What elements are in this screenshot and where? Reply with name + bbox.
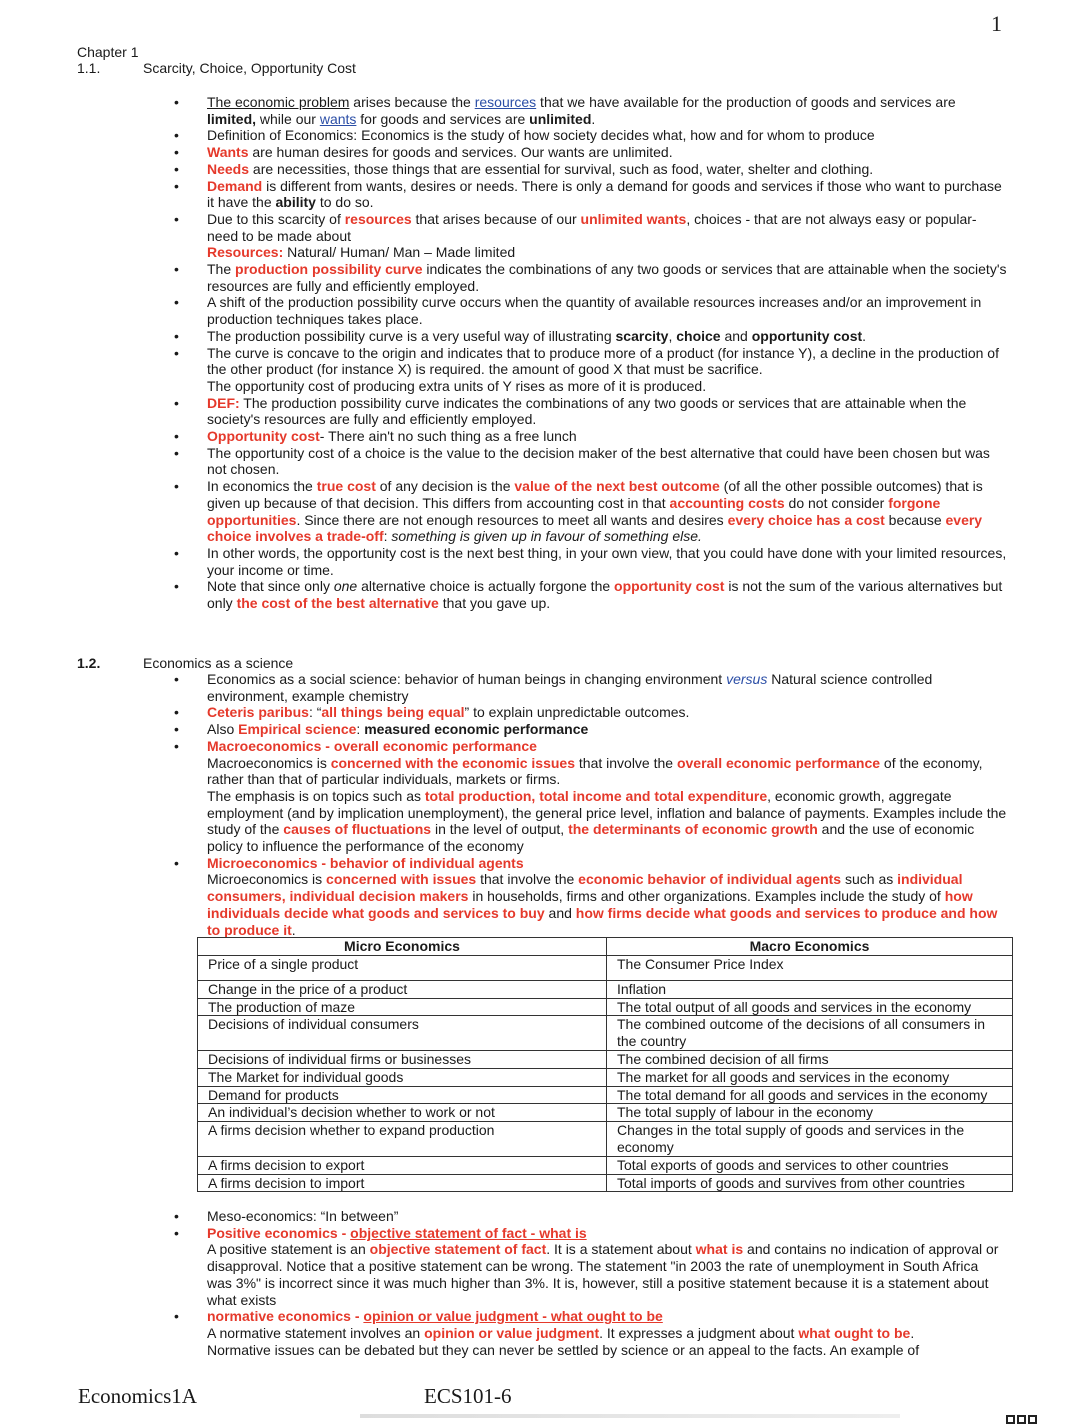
bullet-icon: • xyxy=(174,428,179,445)
table-row xyxy=(198,1122,1013,1157)
bullet-item xyxy=(174,737,1007,855)
highlighted-term: opportunity cost xyxy=(614,578,725,595)
text-run: Natural science controlled environment, example chemistry xyxy=(207,671,933,704)
text-run: that involve the xyxy=(476,871,579,888)
bullet-icon: • xyxy=(174,721,179,738)
table-header-micro: Micro Economics xyxy=(198,938,607,956)
text-run: in households, firms and other organizations. Examples include the study of xyxy=(468,888,945,905)
bullet-item xyxy=(174,394,1007,428)
underlined-highlighted-term: objective statement of fact - what is xyxy=(350,1224,587,1241)
bold-term: unlimited xyxy=(529,110,592,127)
text-run: , xyxy=(668,327,677,344)
bold-term: opportunity cost xyxy=(751,327,863,344)
bullet-icon: • xyxy=(174,854,179,871)
bullet-item xyxy=(174,671,1007,704)
text-run: Microeconomics is xyxy=(207,871,327,888)
highlighted-term: Wants xyxy=(207,144,249,161)
text-run: : “ xyxy=(308,704,322,721)
text-run: and xyxy=(544,904,576,921)
micro-cell: Change in the price of a product xyxy=(198,980,607,998)
chapter-heading: Chapter 1 xyxy=(77,44,139,60)
text-run: . xyxy=(862,327,867,344)
bullet-icon: • xyxy=(174,478,179,495)
bullet-icon: • xyxy=(174,704,179,721)
micro-cell: Demand for products xyxy=(198,1086,607,1104)
text-run: . Since there are not enough resources to meet all wants and desires xyxy=(296,511,728,528)
text-run: . xyxy=(910,1324,915,1341)
text-run: In economics the xyxy=(207,478,317,495)
highlighted-term: total production, total income and total expenditure xyxy=(424,787,768,804)
highlighted-term: Empirical science xyxy=(238,721,357,738)
bullet-item xyxy=(174,704,1007,721)
bullet-item xyxy=(174,1308,1007,1358)
text-run: A normative statement involves an xyxy=(207,1324,425,1341)
text-run: alternative choice is actually forgone the xyxy=(357,578,615,595)
text-run: Meso-economics: “In between” xyxy=(207,1208,399,1224)
bullet-icon: • xyxy=(174,1208,179,1224)
text-run: , choices - that are not always easy or popular- need to be made about xyxy=(207,210,977,244)
bullet-item xyxy=(174,428,1007,445)
underlined-highlighted-term: opinion or value judgment - what ought to be xyxy=(363,1308,663,1325)
highlighted-term: every choice has a cost xyxy=(727,511,885,528)
hyperlink[interactable]: resources xyxy=(474,94,537,110)
text-run: is not the sum of the various alternatives but only xyxy=(207,578,1003,612)
text-run: and xyxy=(720,327,752,344)
macro-cell: The total supply of labour in the economy xyxy=(607,1104,1013,1122)
table-header-macro: Macro Economics xyxy=(607,938,1013,956)
highlighted-term: individual consumers, individual decision makers xyxy=(207,871,963,905)
table-row xyxy=(198,980,1013,998)
highlighted-term: true cost xyxy=(316,478,376,495)
text-run: A positive statement is an xyxy=(207,1241,370,1258)
text-run: : xyxy=(356,721,365,738)
text-run: that arises because of our xyxy=(411,210,581,227)
italic-blue-term: versus xyxy=(726,671,768,687)
macro-cell: Total imports of goods and survives from other countries xyxy=(607,1174,1013,1192)
text-run: . It is a statement about xyxy=(546,1241,696,1258)
text-run: In other words, the opportunity cost is the next best thing, in your own view, that you could have done with your limited resources, your income or time. xyxy=(207,544,1007,578)
highlighted-term: Ceteris paribus xyxy=(207,704,309,721)
micro-cell: A firms decision whether to expand production xyxy=(198,1122,607,1157)
section-1-bullet-list xyxy=(174,94,1007,612)
text-run: (of all the other possible outcomes) that is given up because of that decision. This differs from accounting cost in that xyxy=(207,478,983,511)
bullet-icon: • xyxy=(174,210,179,227)
bullet-icon: • xyxy=(174,94,179,110)
text-run: The production possibility curve is a very useful way of illustrating xyxy=(207,327,616,344)
highlighted-term: Opportunity cost xyxy=(207,428,320,445)
highlighted-term: what is xyxy=(695,1241,744,1258)
table-row xyxy=(198,1104,1013,1122)
highlighted-term: Resources: xyxy=(207,244,284,261)
text-run: that we have available for the production of goods and services are xyxy=(536,94,956,110)
highlighted-term: unlimited wants xyxy=(580,210,687,227)
bullet-item xyxy=(174,544,1007,578)
text-run: is different from wants, desires or needs. There is only a demand for goods and services if those who want to purchase it have the xyxy=(207,177,1002,211)
bullet-icon: • xyxy=(174,327,179,344)
macro-cell: The total demand for all goods and services in the economy xyxy=(607,1086,1013,1104)
section-number: 1.1. xyxy=(77,60,101,76)
text-run: in the level of output, xyxy=(431,821,569,838)
micro-cell: An individual’s decision whether to work or not xyxy=(198,1104,607,1122)
text-run: do not consider xyxy=(784,494,889,511)
highlighted-term: economic behavior of individual agents xyxy=(578,871,842,888)
text-run: arises because the xyxy=(349,94,475,110)
bold-term: measured economic performance xyxy=(364,721,589,738)
macro-cell: The market for all goods and services in the economy xyxy=(607,1068,1013,1086)
text-run: that involve the xyxy=(575,754,677,771)
highlighted-term: production possibility curve xyxy=(235,261,423,278)
highlighted-term: accounting costs xyxy=(669,494,785,511)
highlighted-term: normative economics - xyxy=(207,1308,364,1325)
micro-cell: Decisions of individual firms or businesses xyxy=(198,1050,607,1068)
micro-cell: Decisions of individual consumers xyxy=(198,1016,607,1051)
micro-cell: The Market for individual goods xyxy=(198,1068,607,1086)
bullet-item xyxy=(174,144,1007,161)
section-2-heading xyxy=(77,655,293,672)
text-run: and the use of economic policy to influence the performance of the economy xyxy=(207,821,975,855)
highlighted-term: overall economic performance xyxy=(676,754,881,771)
text-run: of the economy, rather than that of particular individuals, markets or firms. xyxy=(207,754,983,788)
text-run: that you gave up. xyxy=(438,595,551,612)
bullet-item xyxy=(174,327,1007,345)
table-row xyxy=(198,1174,1013,1192)
macro-cell: The total output of all goods and services in the economy xyxy=(607,998,1013,1016)
highlighted-term: concerned with the economic issues xyxy=(330,754,575,771)
text-run: because xyxy=(884,511,946,528)
table-row xyxy=(198,1016,1013,1051)
highlighted-term: resources xyxy=(344,210,412,227)
bullet-icon: • xyxy=(174,177,179,194)
table-header-row xyxy=(198,938,1013,956)
highlighted-term: DEF: xyxy=(207,394,240,411)
bullet-item xyxy=(174,578,1007,612)
micro-cell: A firms decision to export xyxy=(198,1156,607,1174)
text-run: and contains no indication of approval or disapproval. Notice that a positive statement can be wrong. The statement "in 2003 the rate of unemployment in South Africa was 3%" is incorrect since it was much higher than 3%. It is, however, still a positive statement because it is a statement about what exists xyxy=(207,1241,999,1308)
highlighted-term: value of the next best outcome xyxy=(514,478,720,495)
text-run: such as xyxy=(841,871,898,888)
bullet-item xyxy=(174,1208,1007,1225)
text-run: Economics as a social science: behavior of human beings in changing environment xyxy=(207,671,727,687)
text-run: The opportunity cost of a choice is the value to the decision maker of the best alternative that could have been chosen but was not chosen. xyxy=(207,444,990,478)
text-run: Due to this scarcity of xyxy=(207,210,345,227)
macro-cell: Total exports of goods and services to other countries xyxy=(607,1156,1013,1174)
bullet-icon: • xyxy=(174,1224,179,1241)
text-run: while our xyxy=(256,110,320,127)
section-2-bullet-list xyxy=(174,671,1007,938)
text-run: Normative issues can be debated but they can never be settled by science or an appeal to the facts. An example of xyxy=(207,1341,920,1358)
bullet-icon: • xyxy=(174,671,179,687)
underlined-term: The economic problem xyxy=(207,94,350,110)
bold-term: choice xyxy=(676,327,721,344)
bullet-item xyxy=(174,177,1007,211)
text-run: - There ain't no such thing as a free lunch xyxy=(319,428,577,445)
highlighted-term: all things being equal xyxy=(321,704,465,721)
micro-macro-comparison-table xyxy=(197,937,1013,1192)
highlighted-term: forgone opportunities xyxy=(207,494,941,528)
highlighted-term: concerned with issues xyxy=(326,871,477,888)
highlighted-term: Microeconomics - behavior of individual agents xyxy=(207,854,524,871)
macro-cell: Changes in the total supply of goods and services in the economy xyxy=(607,1122,1013,1157)
bullet-icon: • xyxy=(174,144,179,161)
highlighted-term: how firms decide what goods and services to produce and how to produce it xyxy=(207,904,998,938)
bold-term: limited, xyxy=(207,110,257,127)
text-run: Definition of Economics: Economics is the study of how society decides what, how and for whom to produce xyxy=(207,127,875,144)
text-run: . It expresses a judgment about xyxy=(599,1324,799,1341)
bullet-icon: • xyxy=(174,127,179,144)
highlighted-term: the determinants of economic growth xyxy=(568,821,818,838)
bullet-item xyxy=(174,127,1007,144)
table-row xyxy=(198,1068,1013,1086)
highlighted-term: Macroeconomics - overall economic performance xyxy=(207,737,537,754)
text-run: of any decision is the xyxy=(375,478,515,495)
footer-course-name: Economics1A xyxy=(78,1384,197,1408)
macro-cell: The combined decision of all firms xyxy=(607,1050,1013,1068)
italic-text: one xyxy=(333,578,358,595)
text-run: Macroeconomics is xyxy=(207,754,331,771)
table-row xyxy=(198,1086,1013,1104)
text-run: A shift of the production possibility curve occurs when the quantity of available resources increases and/or an improvement in production techniques takes place. xyxy=(207,294,982,328)
bullet-item xyxy=(174,721,1007,738)
highlighted-term: what ought to be xyxy=(798,1324,911,1341)
highlighted-term: causes of fluctuations xyxy=(283,821,432,838)
text-run: ” to explain unpredictable outcomes. xyxy=(464,704,690,721)
table-row xyxy=(198,1050,1013,1068)
text-run: to do so. xyxy=(315,194,374,211)
bullet-icon: • xyxy=(174,444,179,461)
section-number: 1.2. xyxy=(77,655,101,671)
bullet-item xyxy=(174,294,1007,328)
bullet-item xyxy=(174,444,1007,478)
table-row xyxy=(198,955,1013,980)
bullet-icon: • xyxy=(174,344,179,361)
bullet-item xyxy=(174,160,1007,178)
highlighted-term: opinion or value judgment xyxy=(424,1324,600,1341)
bullet-icon: • xyxy=(174,578,179,595)
macro-cell: The combined outcome of the decisions of all consumers in the country xyxy=(607,1016,1013,1051)
hyperlink[interactable]: wants xyxy=(319,110,357,127)
highlighted-term: how individuals decide what goods and services to buy xyxy=(207,888,973,921)
bullet-icon: • xyxy=(174,737,179,754)
footer-course-code: ECS101-6 xyxy=(424,1384,512,1408)
text-run: Natural/ Human/ Man – Made limited xyxy=(283,244,516,261)
macro-cell: The Consumer Price Index xyxy=(607,955,1013,980)
bullet-item xyxy=(174,478,1007,545)
highlighted-term: Needs xyxy=(207,160,250,177)
bullet-icon: • xyxy=(174,261,179,278)
text-run: The curve is concave to the origin and indicates that to produce more of a product (for instance Y), a decline in the production of the other product (for instance X) is required. the amount of good X that must be sacrifice. xyxy=(207,344,999,378)
text-run: The production possibility curve indicates the combinations of any two goods or services that are attainable when the society's resources are fully and efficiently employed. xyxy=(207,394,967,428)
table-row xyxy=(198,998,1013,1016)
table-row xyxy=(198,1156,1013,1174)
bold-term: ability xyxy=(275,194,316,211)
text-run: The opportunity cost of producing extra units of Y rises as more of it is produced. xyxy=(207,377,707,394)
text-run: Also xyxy=(207,721,239,738)
highlighted-term: every choice involves a trade-off xyxy=(207,511,983,545)
text-run: are human desires for goods and services. Our wants are unlimited. xyxy=(248,144,673,161)
section-title: Scarcity, Choice, Opportunity Cost xyxy=(143,60,356,76)
macro-cell: Inflation xyxy=(607,980,1013,998)
text-run: are necessities, those things that are essential for survival, such as food, water, shelter and clothing. xyxy=(249,160,874,177)
text-run: . xyxy=(591,110,596,127)
text-run: : xyxy=(383,528,392,545)
text-run: , economic growth, aggregate employment (and by implication unemployment), the general price level, inflation and balance of payments. Examples include the study of the xyxy=(207,787,1007,838)
bullet-item xyxy=(174,854,1007,939)
micro-cell: A firms decision to import xyxy=(198,1174,607,1192)
highlighted-term: Demand xyxy=(207,177,263,194)
bullet-item xyxy=(174,94,1007,127)
bullet-icon: • xyxy=(174,394,179,411)
qr-code-icon xyxy=(1006,1411,1050,1420)
bullet-item xyxy=(174,261,1007,294)
bullet-item xyxy=(174,344,1007,395)
bullet-icon: • xyxy=(174,544,179,561)
text-run: The emphasis is on topics such as xyxy=(207,787,425,804)
text-run: for goods and services are xyxy=(356,110,530,127)
highlighted-term: the cost of the best alternative xyxy=(236,595,439,612)
bullet-icon: • xyxy=(174,160,179,177)
section-title: Economics as a science xyxy=(143,655,294,671)
highlighted-term: objective statement of fact xyxy=(369,1241,547,1258)
bullet-icon: • xyxy=(174,1308,179,1325)
page-number: 1 xyxy=(991,11,1002,36)
footer-faint-text xyxy=(360,1414,900,1418)
section-2-bullet-list-continued xyxy=(174,1208,1007,1358)
text-run: indicates the combinations of any two goods or services that are attainable when the society's resources are fully and efficiently employed. xyxy=(207,261,1007,294)
section-1-heading xyxy=(77,60,356,77)
text-run: Note that since only xyxy=(207,578,334,595)
italic-text: something is given up in favour of something else. xyxy=(391,528,702,545)
bullet-item xyxy=(174,210,1007,261)
bullet-icon: • xyxy=(174,294,179,311)
text-run: The xyxy=(207,261,236,278)
micro-cell: The production of maze xyxy=(198,998,607,1016)
micro-cell: Price of a single product xyxy=(198,955,607,980)
bullet-item xyxy=(174,1224,1007,1309)
text-run: . xyxy=(291,921,296,938)
highlighted-term: Positive economics - xyxy=(207,1224,351,1241)
bold-term: scarcity xyxy=(615,327,669,344)
